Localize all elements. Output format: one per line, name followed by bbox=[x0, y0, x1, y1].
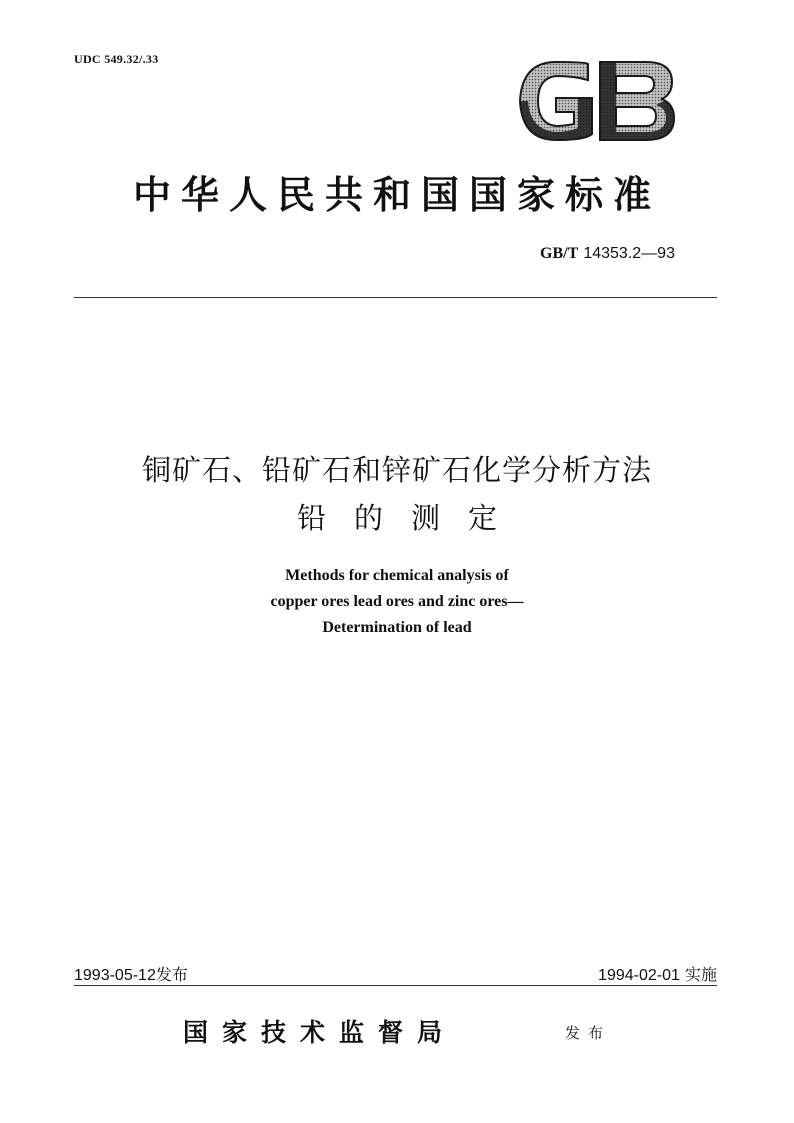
national-standard-title: 中华人民共和国国家标准 bbox=[132, 172, 661, 217]
issue-date: 1993-05-12 bbox=[74, 967, 156, 984]
header-divider bbox=[74, 297, 717, 298]
effective-date-label: 实施 bbox=[684, 965, 717, 984]
standard-code: GB/T bbox=[540, 245, 579, 262]
chinese-title-line1: 铜矿石、铅矿石和锌矿石化学分析方法 bbox=[141, 453, 652, 487]
standard-number bbox=[540, 243, 675, 263]
issuing-authority: 国家技术监督局 bbox=[183, 1018, 457, 1047]
issue-word: 发布 bbox=[565, 1024, 612, 1042]
issue-date-block bbox=[74, 962, 188, 985]
english-title-line1: Methods for chemical analysis of bbox=[285, 567, 509, 584]
effective-date: 1994-02-01 bbox=[598, 967, 680, 984]
standard-number-value: 14353.2—93 bbox=[583, 245, 675, 262]
gb-logo bbox=[516, 60, 676, 142]
udc-code: UDC 549.32/.33 bbox=[74, 52, 159, 66]
effective-date-block bbox=[598, 962, 717, 985]
chinese-title-line2: 铅的测定 bbox=[296, 501, 525, 535]
english-title-line3: Determination of lead bbox=[322, 619, 472, 636]
issue-date-label: 发布 bbox=[155, 965, 188, 984]
footer-divider bbox=[74, 985, 717, 986]
english-title-line2: copper ores lead ores and zinc ores— bbox=[270, 593, 524, 610]
